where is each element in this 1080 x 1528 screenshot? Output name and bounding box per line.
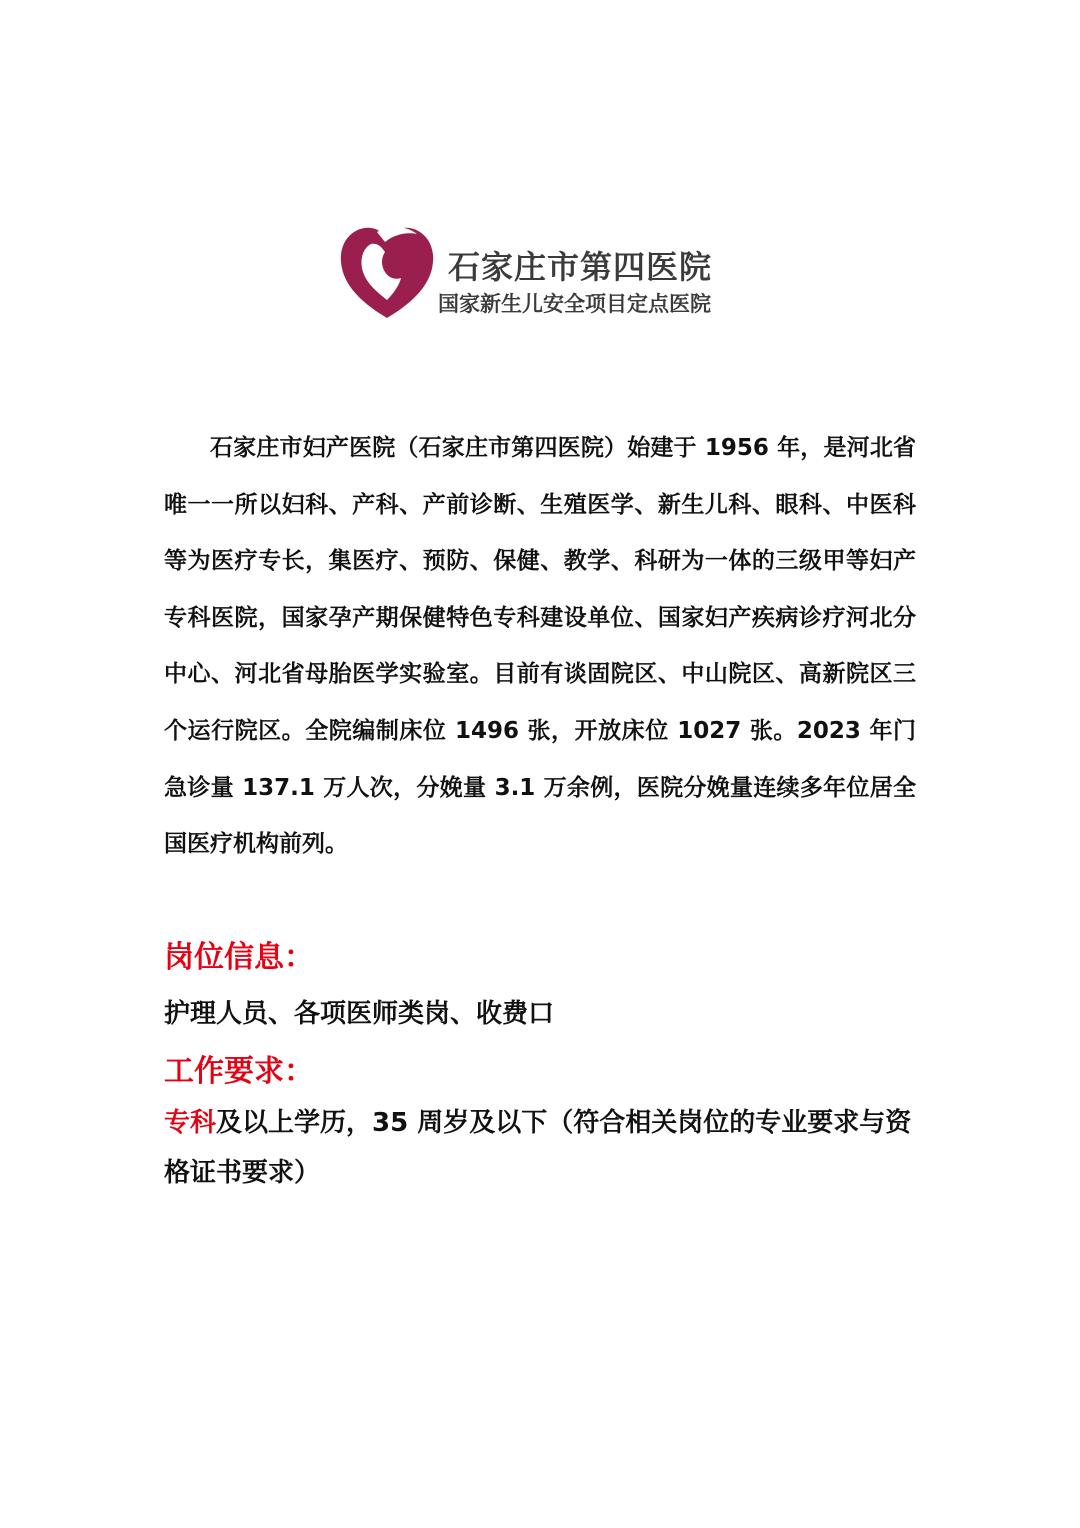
positions-list: 护理人员、各项医师类岗、收费口: [164, 999, 555, 1029]
requirements-heading: 工作要求：: [164, 1054, 314, 1089]
positions-heading: 岗位信息：: [164, 940, 314, 975]
requirements-detail: 及以上学历，35 周岁及以下（符合相关岗位的专业要求与资格证书要求）: [164, 1108, 912, 1188]
education-level-highlight: 专科: [164, 1108, 217, 1138]
mother-child-heart-icon: [336, 222, 438, 322]
requirements-text: [164, 1098, 916, 1198]
hospital-tagline: 国家新生儿安全项目定点医院: [438, 292, 711, 316]
hospital-logo: [336, 222, 756, 324]
hospital-introduction: 石家庄市妇产医院（石家庄市第四医院）始建于 1956 年，是河北省唯一一所以妇科、产科、产前诊断、生殖医学、新生儿科、眼科、中医科等为医疗专长，集医疗、预防、保健、教学、科研为一体的三级甲等妇产专科医院，国家孕产期保健特色专科建设单位、国家妇产疾病诊疗河北分中心、河北省母胎医学实验室。目前有谈固院区、中山院区、高新院区三个运行院区。全院编制床位 1496 张，开放床位 1027 张。2023 年门急诊量 137.1 万人次，分娩量 3.1 万余例，医院分娩量连续多年位居全国医疗机构前列。: [164, 435, 916, 858]
hospital-name: 石家庄市第四医院: [448, 248, 713, 286]
